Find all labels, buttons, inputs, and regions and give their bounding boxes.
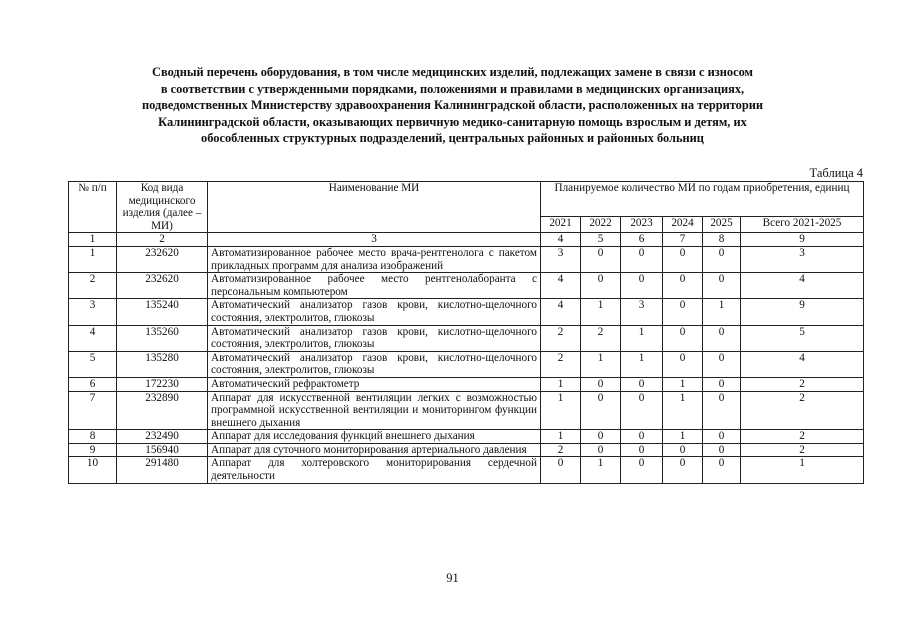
row-year-value: 0 xyxy=(703,246,741,272)
row-year-value: 0 xyxy=(703,443,741,457)
row-year-value: 4 xyxy=(541,273,581,299)
row-year-value: 0 xyxy=(703,377,741,391)
column-number: 7 xyxy=(663,233,703,247)
title-line: подведомственных Министерству здравоохранения Калининградской области, расположенных на территории xyxy=(141,98,764,113)
row-total: 1 xyxy=(741,457,864,483)
document-title xyxy=(60,64,845,147)
title-line: обособленных структурных подразделений, центральных районных и районных больниц xyxy=(201,131,704,146)
table-caption: Таблица 4 xyxy=(809,166,863,180)
row-year-value: 0 xyxy=(663,351,703,377)
title-line: в соответствии с утвержденными порядками, положениями и правилами в медицинских организациях, xyxy=(160,81,745,96)
row-year-value: 0 xyxy=(703,457,741,483)
table-row xyxy=(69,443,864,457)
header-planned: Планируемое количество МИ по годам приобретения, единиц xyxy=(541,182,864,217)
row-year-value: 0 xyxy=(581,273,621,299)
row-num: 3 xyxy=(69,299,117,325)
row-name: Автоматический анализатор газов крови, кислотно-щелочного состояния, электролитов, глюкозы xyxy=(208,299,541,325)
row-year-value: 0 xyxy=(581,430,621,444)
header-year-2023: 2023 xyxy=(621,216,663,233)
row-name: Аппарат для холтеровского мониторирования сердечной деятельности xyxy=(208,457,541,483)
table-row xyxy=(69,325,864,351)
row-year-value: 2 xyxy=(581,325,621,351)
row-year-value: 0 xyxy=(663,246,703,272)
row-total: 5 xyxy=(741,325,864,351)
row-name: Аппарат для исследования функций внешнего дыхания xyxy=(208,430,541,444)
row-year-value: 0 xyxy=(581,443,621,457)
column-number: 3 xyxy=(208,233,541,247)
row-num: 6 xyxy=(69,377,117,391)
header-num: № п/п xyxy=(69,182,117,233)
table-row xyxy=(69,351,864,377)
row-year-value: 2 xyxy=(541,443,581,457)
row-year-value: 0 xyxy=(663,325,703,351)
row-total: 4 xyxy=(741,273,864,299)
row-year-value: 1 xyxy=(663,391,703,430)
equipment-table xyxy=(68,181,864,484)
row-code: 135280 xyxy=(117,351,208,377)
header-total: Всего 2021-2025 xyxy=(741,216,864,233)
title-line: Сводный перечень оборудования, в том числе медицинских изделий, подлежащих замене в связи с износом xyxy=(152,65,753,79)
row-total: 2 xyxy=(741,443,864,457)
row-year-value: 0 xyxy=(541,457,581,483)
row-num: 9 xyxy=(69,443,117,457)
row-name: Автоматический рефрактометр xyxy=(208,377,541,391)
row-year-value: 1 xyxy=(541,430,581,444)
row-year-value: 3 xyxy=(541,246,581,272)
row-year-value: 0 xyxy=(581,246,621,272)
row-year-value: 1 xyxy=(541,391,581,430)
column-number: 1 xyxy=(69,233,117,247)
row-year-value: 0 xyxy=(581,377,621,391)
page-number: 91 xyxy=(446,571,459,585)
table-row xyxy=(69,377,864,391)
row-year-value: 1 xyxy=(621,351,663,377)
row-name: Аппарат для суточного мониторирования артериального давления xyxy=(208,443,541,457)
row-year-value: 0 xyxy=(621,377,663,391)
row-year-value: 3 xyxy=(621,299,663,325)
title-line: Калининградской области, оказывающих первичную медико-санитарную помощь взрослым и детям, их xyxy=(158,114,747,129)
row-num: 7 xyxy=(69,391,117,430)
row-code: 291480 xyxy=(117,457,208,483)
row-code: 232890 xyxy=(117,391,208,430)
row-code: 232620 xyxy=(117,246,208,272)
column-number: 5 xyxy=(581,233,621,247)
row-num: 4 xyxy=(69,325,117,351)
table-row xyxy=(69,273,864,299)
row-year-value: 1 xyxy=(581,299,621,325)
row-code: 135240 xyxy=(117,299,208,325)
row-year-value: 2 xyxy=(541,325,581,351)
header-year-2022: 2022 xyxy=(581,216,621,233)
column-number: 4 xyxy=(541,233,581,247)
row-code: 135260 xyxy=(117,325,208,351)
row-year-value: 0 xyxy=(703,325,741,351)
header-year-2025: 2025 xyxy=(703,216,741,233)
row-total: 3 xyxy=(741,246,864,272)
row-name: Автоматический анализатор газов крови, кислотно-щелочного состояния, электролитов, глюкозы xyxy=(208,351,541,377)
header-year-2021: 2021 xyxy=(541,216,581,233)
row-name: Автоматизированное рабочее место рентгенолаборанта с персональным компьютером xyxy=(208,273,541,299)
row-year-value: 1 xyxy=(581,351,621,377)
row-code: 172230 xyxy=(117,377,208,391)
column-number-row xyxy=(69,233,864,247)
table-row xyxy=(69,299,864,325)
table-row xyxy=(69,391,864,430)
row-total: 2 xyxy=(741,430,864,444)
row-name: Автоматизированное рабочее место врача-рентгенолога с пакетом прикладных программ для анализа изображений xyxy=(208,246,541,272)
row-year-value: 0 xyxy=(621,273,663,299)
column-number: 6 xyxy=(621,233,663,247)
column-number: 2 xyxy=(117,233,208,247)
header-code: Код вида медицинского изделия (далее – МИ) xyxy=(117,182,208,233)
row-num: 10 xyxy=(69,457,117,483)
row-year-value: 0 xyxy=(621,391,663,430)
row-total: 2 xyxy=(741,377,864,391)
row-year-value: 1 xyxy=(581,457,621,483)
row-num: 2 xyxy=(69,273,117,299)
row-year-value: 0 xyxy=(581,391,621,430)
row-year-value: 0 xyxy=(621,457,663,483)
row-year-value: 0 xyxy=(621,443,663,457)
column-number: 9 xyxy=(741,233,864,247)
row-year-value: 2 xyxy=(541,351,581,377)
row-year-value: 0 xyxy=(703,351,741,377)
row-year-value: 0 xyxy=(703,430,741,444)
row-year-value: 1 xyxy=(541,377,581,391)
table-row xyxy=(69,246,864,272)
column-number: 8 xyxy=(703,233,741,247)
table-body xyxy=(69,233,864,483)
row-num: 8 xyxy=(69,430,117,444)
row-year-value: 1 xyxy=(663,377,703,391)
row-year-value: 0 xyxy=(621,246,663,272)
row-total: 2 xyxy=(741,391,864,430)
row-total: 9 xyxy=(741,299,864,325)
table-row xyxy=(69,457,864,483)
row-year-value: 0 xyxy=(703,273,741,299)
row-total: 4 xyxy=(741,351,864,377)
row-year-value: 0 xyxy=(703,391,741,430)
table-row xyxy=(69,430,864,444)
row-num: 5 xyxy=(69,351,117,377)
row-num: 1 xyxy=(69,246,117,272)
header-year-2024: 2024 xyxy=(663,216,703,233)
row-name: Автоматический анализатор газов крови, кислотно-щелочного состояния, электролитов, глюкозы xyxy=(208,325,541,351)
row-year-value: 0 xyxy=(663,273,703,299)
row-year-value: 1 xyxy=(703,299,741,325)
row-year-value: 0 xyxy=(621,430,663,444)
row-code: 232490 xyxy=(117,430,208,444)
header-name: Наименование МИ xyxy=(208,182,541,233)
row-year-value: 1 xyxy=(663,430,703,444)
row-year-value: 4 xyxy=(541,299,581,325)
row-code: 232620 xyxy=(117,273,208,299)
row-year-value: 0 xyxy=(663,443,703,457)
row-name: Аппарат для искусственной вентиляции легких с возможностью программной искусственной вентиляции и мониторингом функции внешнего дыхания xyxy=(208,391,541,430)
row-code: 156940 xyxy=(117,443,208,457)
row-year-value: 1 xyxy=(621,325,663,351)
row-year-value: 0 xyxy=(663,457,703,483)
row-year-value: 0 xyxy=(663,299,703,325)
